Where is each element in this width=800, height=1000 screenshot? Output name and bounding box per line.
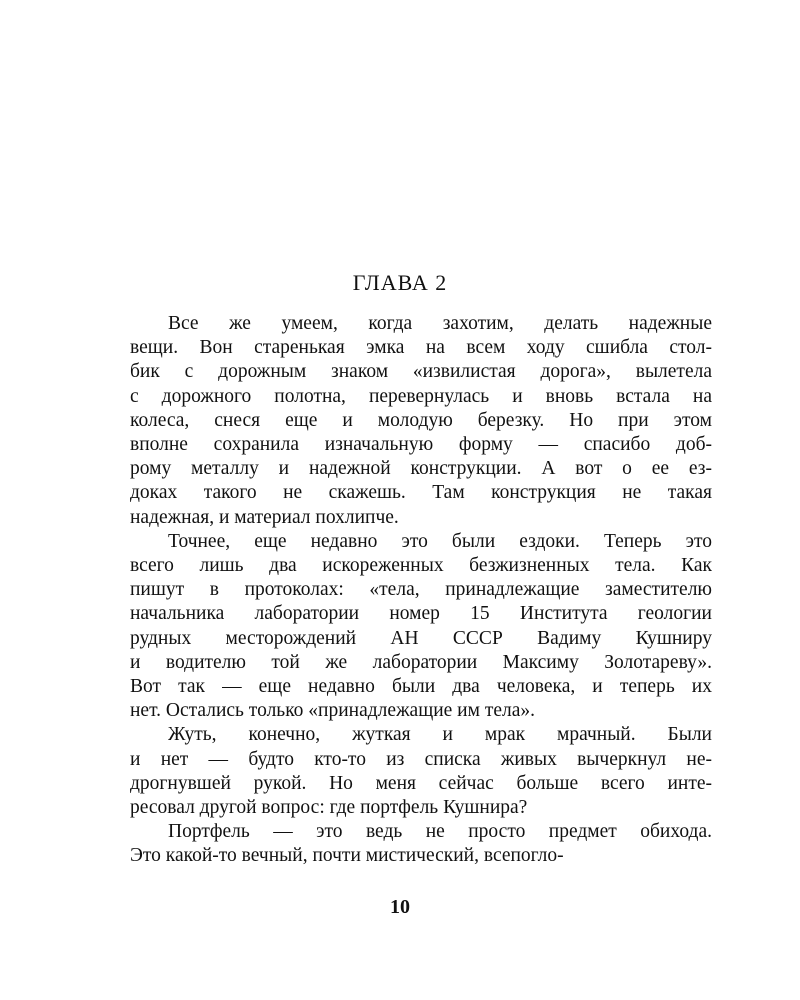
text-line: дрогнувшей рукой. Но меня сейчас больше всего инте- [130, 772, 712, 794]
text-line: ресовал другой вопрос: где портфель Кушнира? [130, 797, 528, 819]
paragraph [130, 312, 712, 530]
text-line: нет. Остались только «принадлежащие им тела». [130, 700, 536, 722]
text-line: пишут в протоколах: «тела, принадлежащие заместителю [130, 579, 712, 601]
text-line: вещи. Вон старенькая эмка на всем ходу сшибла стол- [130, 337, 712, 359]
paragraph [130, 530, 712, 724]
text-line: Портфель — это ведь не просто предмет обихода. [168, 821, 712, 843]
text-line: начальника лаборатории номер 15 Института геологии [130, 603, 712, 625]
text-line: рому металлу и надежной конструкции. А вот о ее ез- [130, 458, 712, 480]
text-line: бик с дорожным знаком «извилистая дорога», вылетела [130, 361, 712, 383]
text-line: Вот так — еще недавно были два человека, и теперь их [130, 676, 712, 698]
body-text [130, 312, 712, 869]
text-line: доках такого не скажешь. Там конструкция не такая [130, 482, 712, 504]
chapter-title: ГЛАВА 2 [352, 270, 448, 295]
text-line: и нет — будто кто-то из списка живых вычеркнул не- [130, 748, 712, 770]
text-line: и водителю той же лаборатории Максиму Золотареву». [130, 651, 712, 673]
text-line: Жуть, конечно, жуткая и мрак мрачный. Были [168, 724, 712, 746]
text-line: вполне сохранила изначальную форму — спасибо доб- [130, 434, 712, 456]
page-number: 10 [390, 896, 410, 918]
text-line: Точнее, еще недавно это были ездоки. Теперь это [168, 530, 712, 552]
text-line: Это какой-то вечный, почти мистический, всепогло- [130, 845, 564, 867]
text-line: Все же умеем, когда захотим, делать надежные [168, 313, 712, 334]
text-line: колеса, снеся еще и молодую березку. Но при этом [130, 409, 712, 431]
text-line: всего лишь два искореженных безжизненных тела. Как [130, 555, 712, 577]
text-line: надежная, и материал похлипче. [130, 506, 399, 528]
text-line: рудных месторождений АН СССР Вадиму Кушниру [130, 627, 712, 649]
paragraph [130, 723, 712, 820]
text-line: с дорожного полотна, перевернулась и вновь встала на [130, 385, 712, 407]
paragraph [130, 820, 712, 868]
